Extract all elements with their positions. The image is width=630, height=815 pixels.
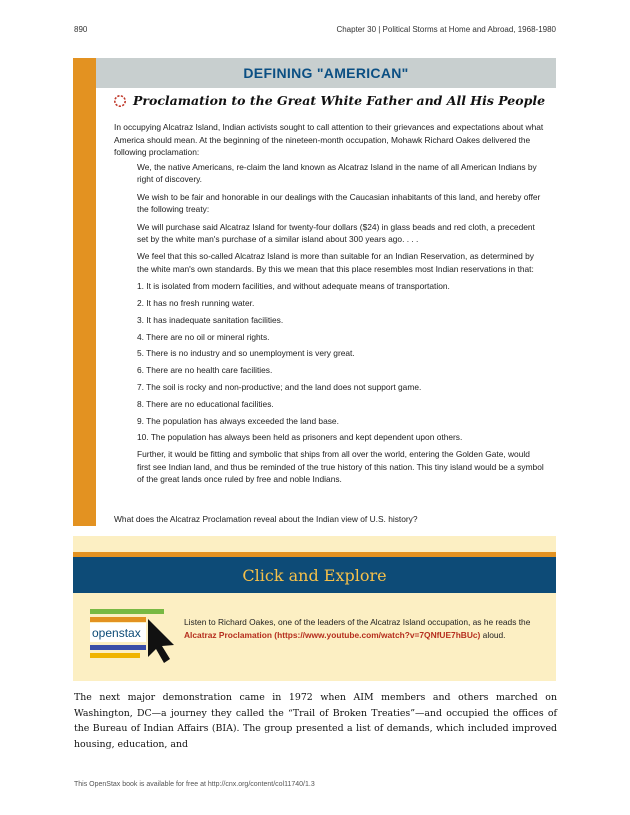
chapter-title: Chapter 30 | Political Storms at Home and Abroad, 1968-1980 <box>336 25 556 34</box>
list-item: 2. It has no fresh running water. <box>137 298 255 309</box>
feature-title-text: Proclamation to the Great White Father and All His People <box>133 93 546 108</box>
feature-title <box>113 93 545 108</box>
click-explore-band <box>73 557 556 593</box>
quote-paragraph: We wish to be fair and honorable in our dealings with the Caucasian inhabitants of this land, and hereby offer the following treaty: <box>137 191 541 215</box>
list-item: 4. There are no oil or mineral rights. <box>137 331 270 342</box>
openstax-logo <box>90 609 182 664</box>
page-number: 890 <box>74 25 88 34</box>
quote-paragraph: We, the native Americans, re-claim the land known as Alcatraz Island in the name of all American Indians by right of discovery. <box>137 162 537 185</box>
list-item: 6. There are no health care facilities. <box>137 365 273 376</box>
list-item: 7. The soil is rocky and non-productive; and the land does not support game. <box>137 382 422 393</box>
quote-paragraph: We feel that this so-called Alcatraz Island is more than suitable for an Indian Reservation, as determined by the white man's own standards. By this we mean that this place resembles most Indian reservations in that: <box>137 251 534 274</box>
defining-american-feature <box>73 58 556 526</box>
feature-side-bar <box>73 58 96 526</box>
feature-label: DEFINING "AMERICAN" <box>243 65 409 81</box>
logo-text: openstax <box>92 626 141 640</box>
feature-heading <box>96 58 556 88</box>
list-item: 1. It is isolated from modern facilities, and without adequate means of transportation. <box>137 281 450 292</box>
body-paragraph: The next major demonstration came in 1972 when AIM members and others marched on Washington, DC—a journey they called the “Trail of Broken Treaties”—and occupied the offices of the Bureau of Indian Affairs (BIA). The group presented a list of demands, which included improved housing, education, and <box>74 692 557 750</box>
list-item: 5. There is no industry and so unemployment is very great. <box>137 348 355 359</box>
click-explore-text-before: Listen to Richard Oakes, one of the leaders of the Alcatraz Island occupation, as he reads the <box>184 617 531 627</box>
list-item: 3. It has inadequate sanitation facilities. <box>137 314 284 325</box>
star-circle-icon <box>113 94 127 108</box>
click-explore-text-after: aloud. <box>480 629 506 640</box>
click-explore-text <box>184 616 539 642</box>
list-item: 10. The population has always been held as prisoners and kept dependent upon others. <box>137 432 463 443</box>
page-footer: This OpenStax book is available for free at http://cnx.org/content/col11740/1.3 <box>74 781 315 788</box>
click-explore-title: Click and Explore <box>242 565 387 585</box>
feature-question: What does the Alcatraz Proclamation reveal about the Indian view of U.S. history? <box>114 514 418 524</box>
list-item: 9. The population has always exceeded the land base. <box>137 415 339 426</box>
quote-closing: Further, it would be fitting and symbolic that ships from all over the world, entering the Golden Gate, would first see Indian land, and thus be reminded of the true history of this nation. This tiny island would be a symbol of the great lands once ruled by free and noble Indians. <box>137 449 544 485</box>
quote-paragraph: We will purchase said Alcatraz Island for twenty-four dollars ($24) in glass beads and red cloth, a precedent set by the white man's purchase of a similar island about 300 years ago. . . . <box>137 221 535 245</box>
list-item: 8. There are no educational facilities. <box>137 398 274 409</box>
proclamation-quote <box>137 161 544 490</box>
alcatraz-proclamation-link[interactable]: Alcatraz Proclamation (https://www.youtube.com/watch?v=7QNfUE7hBUc) <box>184 629 481 640</box>
click-and-explore-box <box>73 536 556 681</box>
feature-intro: In occupying Alcatraz Island, Indian activists sought to call attention to their grievances and expectations about what America should mean. At the beginning of the nineteen-month occupation, Mohawk Richard Oakes delivered the following proclamation: <box>114 122 544 158</box>
